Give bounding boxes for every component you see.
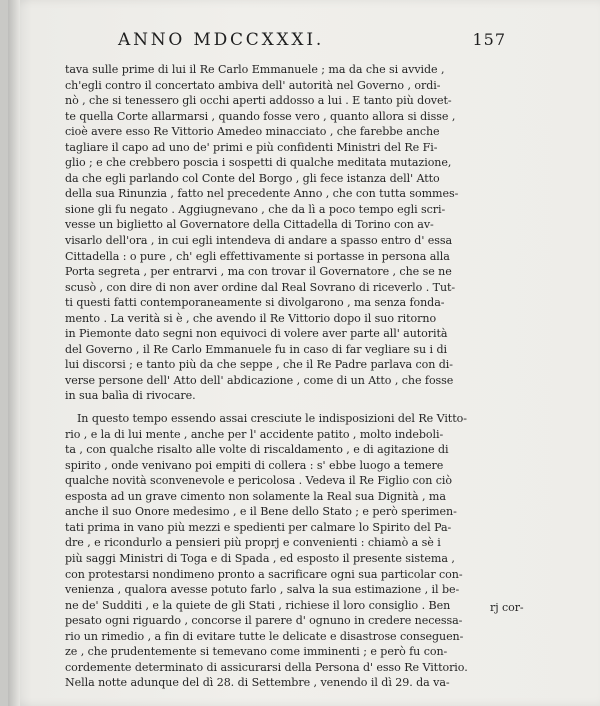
text-line: Cittadella : o pure , ch' egli effettivamente si portasse in persona alla bbox=[65, 249, 450, 263]
text-line: rio un rimedio , a fin di evitare tutte le delicate e disastrose conseguen- bbox=[65, 629, 464, 643]
text-line: tagliare il capo ad uno de' primi e più confidenti Ministri del Re Fi- bbox=[65, 140, 438, 154]
paragraph-spacing bbox=[65, 404, 599, 411]
page-gutter-shadow bbox=[8, 0, 20, 706]
body-text bbox=[65, 62, 599, 691]
page-number: 157 bbox=[472, 30, 506, 49]
text-line: Porta segreta , per entrarvi , ma con trovar il Governatore , che se ne bbox=[65, 265, 452, 279]
text-line: venienza , qualora avesse potuto farlo , salva la sua estimazione , il be- bbox=[65, 583, 460, 597]
text-line: ch'egli contro il concertato ambiva dell' autorità nel Governo , ordi- bbox=[65, 78, 441, 92]
text-line: lui discorsi ; e tanto più da che seppe , che il Re Padre parlava con di- bbox=[65, 358, 453, 372]
text-line: ti questi fatti contemporaneamente si divolgarono , ma senza fonda- bbox=[65, 296, 445, 310]
text-line: dre , e ricondurlo a pensieri più proprj e convenienti : chiamò a sè i bbox=[65, 536, 441, 550]
text-line: ne de' Sudditi , e la quiete de gli Stati , richiese il loro consiglio . Ben bbox=[65, 598, 451, 612]
text-line: verse persone dell' Atto dell' abdicazione , come di un Atto , che fosse bbox=[65, 373, 454, 387]
text-line: tati prima in vano più mezzi e spedienti per calmare lo Spirito del Pa- bbox=[65, 520, 452, 534]
text-line: anche il suo Onore medesimo , e il Bene dello Stato ; e però sperimen- bbox=[65, 505, 457, 519]
text-line: Nella notte adunque del dì 28. di Settembre , venendo il dì 29. da va- bbox=[65, 676, 450, 690]
text-line: del Governo , il Re Carlo Emmanuele fu in caso di far vegliare su i di bbox=[65, 342, 447, 356]
page-header bbox=[118, 30, 506, 54]
paragraph-1 bbox=[65, 62, 599, 404]
paragraph-2 bbox=[65, 411, 599, 691]
text-line: mento . La verità si è , che avendo il Re Vittorio dopo il suo ritorno bbox=[65, 311, 437, 325]
book-page bbox=[8, 0, 600, 706]
text-line: spirito , onde venivano poi empiti di collera : s' ebbe luogo a temere bbox=[65, 458, 444, 472]
text-line: più saggi Ministri di Toga e di Spada , ed esposto il presente sistema , bbox=[65, 551, 455, 565]
text-line: In questo tempo essendo assai cresciute le indisposizioni del Re Vitto- bbox=[77, 412, 467, 426]
text-line: in Piemonte dato segni non equivoci di volere aver parte all' autorità bbox=[65, 327, 448, 341]
text-line: cordemente determinato di assicurarsi della Persona d' esso Re Vittorio. bbox=[65, 660, 468, 674]
text-line: te quella Corte allarmarsi , quando fosse vero , quanto allora si disse , bbox=[65, 109, 456, 123]
text-line: pesato ogni riguardo , concorse il parere d' ognuno in credere necessa- bbox=[65, 614, 463, 628]
text-line: esposta ad un grave cimento non solamente la Real sua Dignità , ma bbox=[65, 489, 446, 503]
text-line: sione gli fu negato . Aggiugnevano , che da lì a poco tempo egli scri- bbox=[65, 202, 446, 216]
text-line: tava sulle prime di lui il Re Carlo Emmanuele ; ma da che si avvide , bbox=[65, 63, 445, 76]
running-title: ANNO MDCCXXXI. bbox=[118, 30, 325, 50]
text-line: in sua balìa di rivocare. bbox=[65, 389, 196, 403]
text-line: da che egli parlando col Conte del Borgo , gli fece istanza dell' Atto bbox=[65, 171, 440, 185]
text-line: con protestarsi nondimeno pronto a sacrificare ogni sua particolar con- bbox=[65, 567, 463, 581]
text-line: vesse un biglietto al Governatore della Cittadella di Torino con av- bbox=[65, 218, 434, 232]
text-line: glio ; e che crebbero poscia i sospetti di qualche meditata mutazione, bbox=[65, 156, 452, 170]
text-line: della sua Rinunzia , fatto nel precedente Anno , che con tutta sommes- bbox=[65, 187, 459, 201]
text-line: qualche novità sconvenevole e pericolosa . Vedeva il Re Figlio con ciò bbox=[65, 474, 453, 488]
text-line: rio , e la di lui mente , anche per l' accidente patito , molto indeboli- bbox=[65, 427, 444, 441]
text-line: scusò , con dire di non aver ordine dal Real Sovrano di riceverlo . Tut- bbox=[65, 280, 456, 294]
catchword: rj cor- bbox=[490, 601, 524, 614]
text-line: ze , che prudentemente si temevano come imminenti ; e però fu con- bbox=[65, 645, 448, 659]
text-line: cioè avere esso Re Vittorio Amedeo minacciato , che farebbe anche bbox=[65, 125, 440, 139]
text-line: nò , che si tenessero gli occhi aperti addosso a lui . E tanto più dovet- bbox=[65, 94, 452, 108]
text-line: visarlo dell'ora , in cui egli intendeva di andare a spasso entro d' essa bbox=[65, 234, 453, 248]
text-line: ta , con qualche risalto alle volte di riscaldamento , e di agitazione di bbox=[65, 443, 449, 457]
